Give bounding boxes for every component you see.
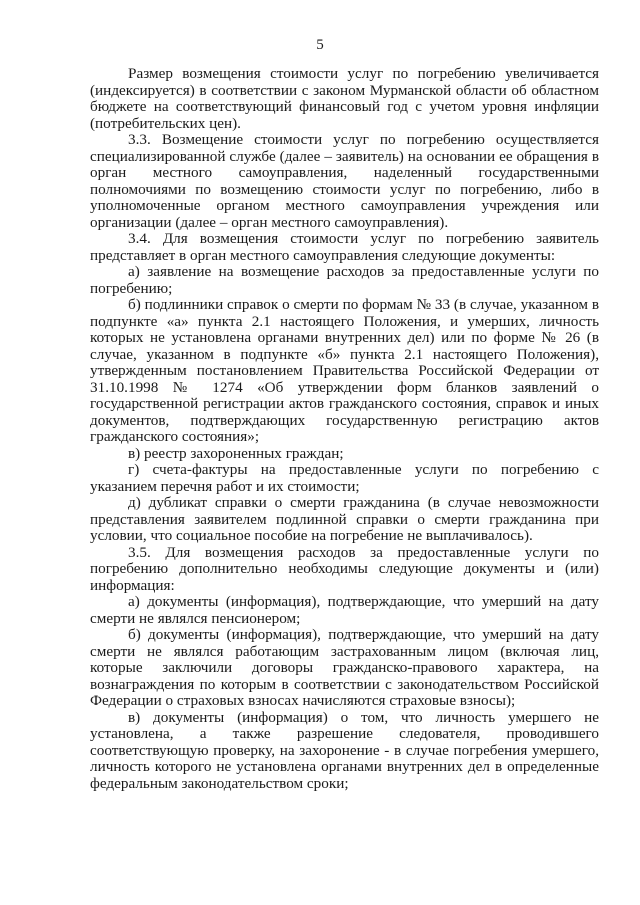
list-item-3-4-a: а) заявление на возмещение расходов за предоставленные услуги по погребению; <box>90 263 599 297</box>
page-number: 5 <box>316 37 324 53</box>
paragraph-3-3: 3.3. Возмещение стоимости услуг по погребению осуществляется специализированной службе (далее – заявитель) на основании ее обращения в орган местного самоуправления, наделенный государственными полномочиями по возмещению стоимости услуг по погребению, либо в уполномоченные органом местного самоуправления учреждения или организации (далее – орган местного самоуправления). <box>90 131 599 231</box>
list-item-3-4-b: б) подлинники справок о смерти по формам № 33 (в случае, указанном в подпункте «а» пункта 2.1 настоящего Положения, и умерших, личность которых не установлена органами внутренних дел) или по форме № 26 (в случае, указанном в подпункте «б» пункта 2.1 настоящего Положения), утвержденным постановлением Правительства Российской Федерации от 31.10.1998 № 1274 «Об утверждении форм бланков заявлений о государственной регистрации актов гражданского состояния, справок и иных документов, подтверждающих государственную регистрацию актов гражданского состояния»; <box>90 296 599 445</box>
list-item-3-5-a: а) документы (информация), подтверждающие, что умерший на дату смерти не являлся пенсионером; <box>90 593 599 627</box>
list-item-3-5-v: в) документы (информация) о том, что личность умершего не установлена, а также разрешение следователя, проводившего соответствующую проверку, на захоронение - в случае погребения умершего, личность которого не установлена органами внутренних дел в определенные федеральным законодательством сроки; <box>90 708 599 792</box>
list-item-3-4-d: д) дубликат справки о смерти гражданина (в случае невозможности представления заявителем подлинной справки о смерти гражданина при условии, что социальное пособие на погребение не выплачивалось). <box>90 494 599 544</box>
paragraph-3-5: 3.5. Для возмещения расходов за предоставленные услуги по погребению дополнительно необходимы следующие документы и (или) информация: <box>90 543 599 594</box>
list-item-3-4-g: г) счета-фактуры на предоставленные услуги по погребению с указанием перечня работ и их стоимости; <box>90 461 599 495</box>
document-body <box>90 66 599 792</box>
list-item-3-4-v: в) реестр захороненных граждан; <box>128 444 344 462</box>
paragraph-3-4: 3.4. Для возмещения стоимости услуг по погребению заявитель представляет в орган местного самоуправления следующие документы: <box>90 230 599 264</box>
list-item-3-5-b: б) документы (информация), подтверждающие, что умерший на дату смерти не являлся работающим застрахованным лицом (включая лиц, которые заключили договоры гражданско-правового характера, на вознаграждения по которым в соответствии с законодательством Российской Федерации о страховых взносах начисляются страховые взносы); <box>90 626 599 709</box>
paragraph-indexation: Размер возмещения стоимости услуг по погребению увеличивается (индексируется) в соответствии с законом Мурманской области об областном бюджете на соответствующий финансовый год с учетом уровня инфляции (потребительских цен). <box>90 65 599 132</box>
